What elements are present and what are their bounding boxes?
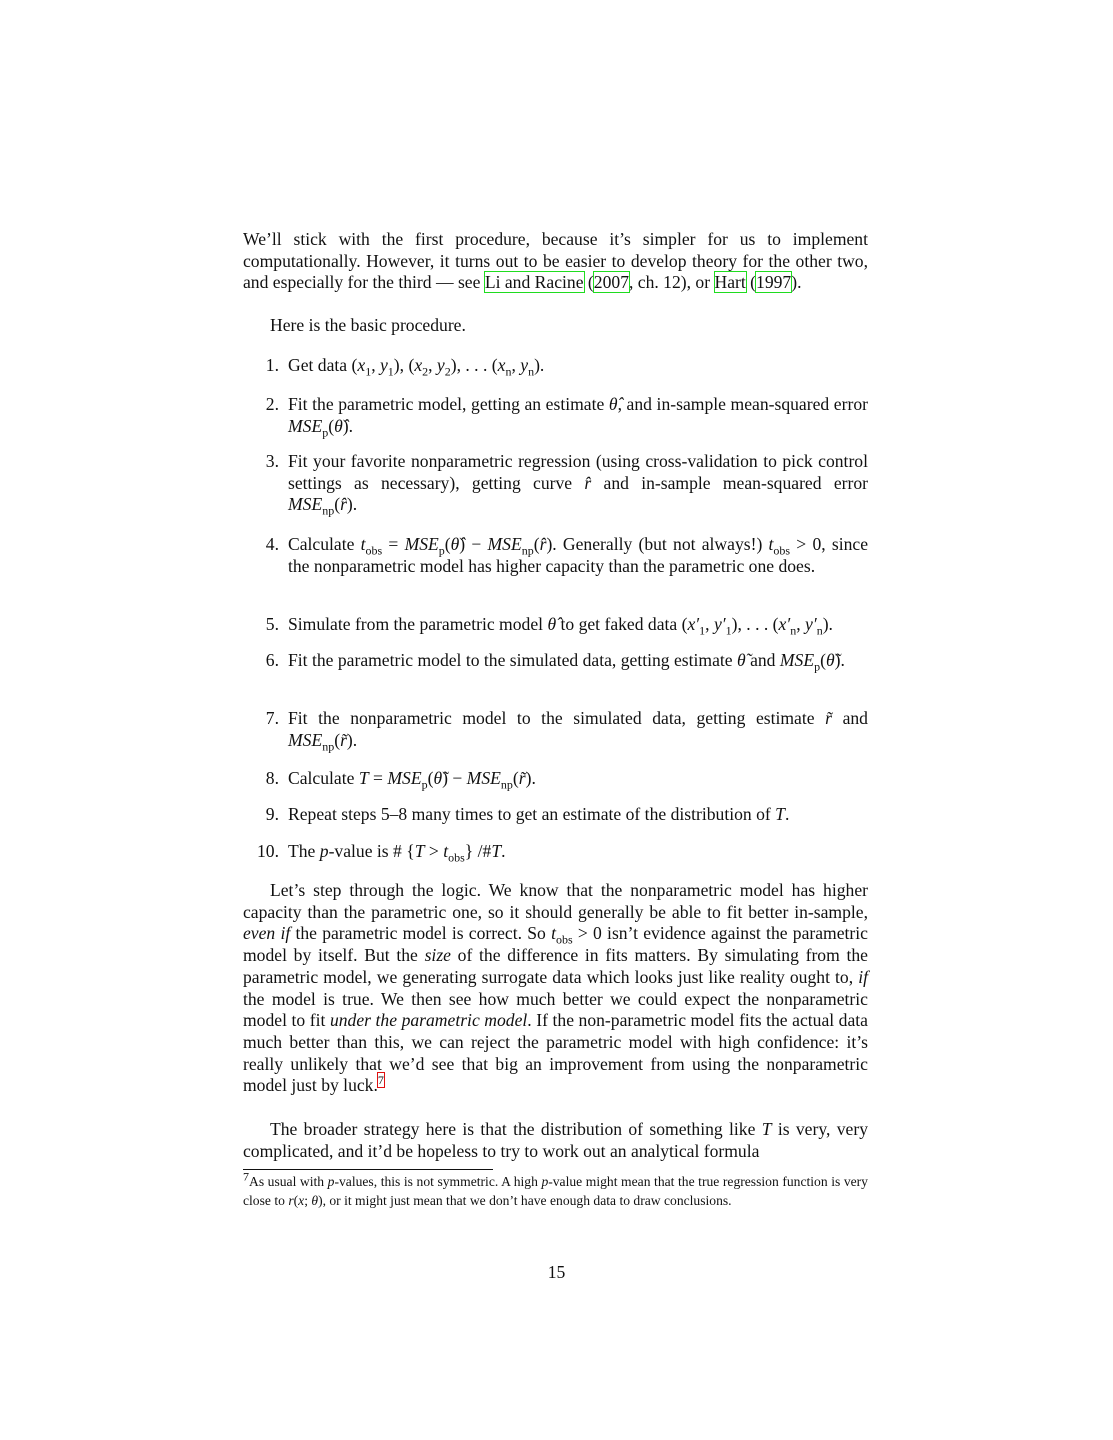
footnote-divider [243,1169,493,1170]
text-run: x [414,355,423,375]
text-run: > 0 isn’t evidence against the parametric model by itself. But the [243,923,868,966]
footnote-ref-link[interactable]: 7 [377,1073,384,1088]
text-run: , and in-sample mean-squared error [617,394,868,414]
text-run: ), ( [393,355,415,375]
text-run: Let’s step through the logic. We know that the nonparametric model has higher capacity than the parametric one, so it should generally be able to fit better in-sample, [243,880,868,922]
text-run: and [745,650,780,670]
text-run: ) − [459,534,488,554]
text-run: MSE [288,415,323,436]
text-run: obs [448,850,465,865]
text-run: θ [311,1192,319,1208]
text-run: ), or it might just mean that we don’t have enough data to draw conclusions. [318,1192,732,1208]
text-run: ( [533,534,540,554]
text-run: θ̂ [450,534,460,554]
text-run: θ̃ [825,650,835,670]
text-run: y [520,355,529,375]
text-run: p [319,841,329,861]
text-run: obs [365,543,383,558]
text-run: 2 [444,364,451,379]
text-run: and [832,708,868,728]
text-run: MSE [288,729,323,750]
text-run: θ̂ [608,394,618,414]
text-run: ( [512,768,519,788]
text-run: ( [328,415,335,436]
text-run: ( [427,768,434,788]
footnote-7 [243,1169,868,1210]
text-run: x′ [778,614,791,634]
text-run: n [816,623,823,638]
text-run: if [858,966,868,987]
text-run: ( [820,650,826,670]
text-run: ). [534,355,545,375]
text-run: r [288,1192,294,1208]
text-run: MSE [288,494,323,515]
text-run: ). [346,729,358,750]
text-run: ). [822,614,833,634]
text-run: p [541,1174,549,1189]
text-run: obs [773,543,791,558]
paragraph-logic [243,880,868,1097]
text-run: r̃ [825,708,832,728]
text-run: , [796,614,806,634]
text-run: , [511,355,521,375]
text-run: ) − [442,768,467,788]
citation-link[interactable]: Li and Racine [484,272,584,293]
text-run: , ch. 12), or [628,272,715,293]
text-run: T [775,804,785,824]
text-run: t [551,923,556,944]
text-run: > 0, since the nonparametric model has higher capacity than the parametric one does. [288,534,869,576]
step-item: 5. Simulate from the parametric model θ̂ to get faked data ($x'_1$, $y'_1$), . . . ($x'_n$, $y'_n$). [265,614,833,638]
text-run: of the difference in fits matters. By simulating from the parametric model, we generating surrogate data which looks just like reality ought to, [243,945,868,987]
text-run: n [505,364,512,379]
text-run: np [322,739,335,754]
text-run: p [421,777,428,792]
text-run: Simulate from the parametric model [288,614,548,634]
page-number: 15 [547,1262,566,1282]
text-run: ( [334,494,341,515]
text-run: Here is the basic procedure. [270,315,466,335]
step-item: 10. The p-value is # $\{T > t_{obs}\}$ /#T. [257,841,506,865]
text-run: As usual with [249,1174,328,1189]
text-run: ), . . . ( [731,614,779,634]
text-run: Calculate [288,534,361,554]
text-run: x [497,355,506,375]
text-run: We’ll stick with the first procedure, because it’s simpler for us to implement computationally. However, it turns out to be easier to develop theory for the other two, and especially for the third — see [243,229,868,293]
paragraph-intro [243,229,868,294]
text-run: ). [791,272,802,293]
text-run: MSE [487,534,522,554]
text-run: -value might mean that the true regression function is very close to [243,1174,868,1208]
text-run: x [357,355,366,375]
citation-link[interactable]: Hart [714,272,746,293]
text-run: ). Generally (but not always!) [546,534,769,554]
text-run: The broader strategy here is that the distribution of something like [270,1119,762,1139]
text-run: , [428,355,437,375]
text-run: the model is true. We then see how much better we could expect the nonparametric model to fit [243,988,868,1031]
text-run: . [501,841,506,861]
text-run: MSE [387,768,422,788]
text-run: Fit the parametric model, getting an estimate [288,394,609,414]
text-run: n [790,623,797,638]
text-run: r̂ [584,472,592,493]
text-run: p [438,543,445,558]
text-run: -value is # { [328,841,415,861]
text-run: ( [334,729,341,750]
text-run: > [424,841,444,861]
text-run: The [288,841,320,861]
step-item: 1. Get data ($x_1$, $y_1$), ($x_2$, $y_2$), . . . ($x_n$, $y_n$). [265,355,545,379]
text-run: n [528,364,535,379]
text-run: ). [342,415,353,436]
text-run: r̃ [340,729,347,750]
step-item: 2. Fit the parametric model, getting an estimate θ̂, and in-sample mean-squared error $MSE_p(\thetâ)$. [265,394,868,440]
text-run: 2 [422,364,429,379]
step-item: 7. Fit the nonparametric model to the simulated data, getting estimate r̃ and $MSE_{np}(r̃)$. [265,708,868,754]
text-run: T [491,841,502,861]
text-run: is very, very complicated, and it’d be hopeless to try to work out an analytical formula [243,1119,868,1161]
text-run: , [705,614,714,634]
text-run: ). [834,650,845,670]
text-run: y′ [805,614,817,634]
text-run: -values, this is not symmetric. A high [334,1174,542,1189]
text-run: θ̂ [334,415,343,436]
text-run: ( [444,534,451,554]
step-item: 4. Calculate $t_{obs}$ = $MSE_p(\thetâ)$ − $MSE_{np}(r̂)$. Generally (but not always!) $t_{obs} > 0$, since the nonparametric model has higher capacity than the parametric one does. [265,534,869,576]
text-run: Repeat steps 5–8 many times to get an estimate of the distribution of [288,804,776,824]
text-run: ). [525,768,536,788]
text-run: np [322,503,335,518]
text-run: ( [745,272,757,293]
step-item: 6. Fit the parametric model to the simulated data, getting estimate θ̃ and $MSE_p(\thetã)$. [265,650,845,674]
paragraph-strategy [243,1119,868,1162]
text-run: , [371,355,380,375]
text-run: t [443,841,449,861]
text-run: 1 [725,623,732,638]
text-run: p [814,659,821,674]
text-run: MSE [466,768,501,788]
text-run: } /# [464,841,492,861]
text-run: Fit your favorite nonparametric regression (using cross-validation to pick control settings as necessary), getting curve [288,451,868,493]
text-run: ), . . . ( [450,355,498,375]
text-run: T [414,841,425,861]
text-run: p [322,425,329,440]
text-run: . [784,804,790,824]
text-run: θ̂ [547,614,557,634]
text-run: T [761,1119,772,1139]
paragraph-procedure-lead [243,315,868,337]
text-run: size [424,945,451,966]
text-run: 7 [243,1169,249,1184]
citation-link[interactable]: 1997 [756,272,792,293]
text-run: np [521,543,534,558]
text-run: ). [346,494,358,515]
text-run: = [368,768,388,788]
text-run: 1 [699,623,706,638]
text-run: y [436,355,445,375]
text-run: MSE [404,534,439,554]
text-run: p [327,1174,335,1189]
text-run: = [382,534,405,554]
text-run: T [358,768,369,788]
text-run: θ̃ [737,650,746,670]
text-run: even if [243,923,291,944]
text-run: Fit the parametric model to the simulated data, getting estimate [288,650,738,670]
text-run: ; [304,1192,312,1208]
text-run: r̃ [518,768,526,788]
text-run: 1 [365,364,372,379]
text-run: and in-sample mean-squared error [591,472,869,493]
citation-link[interactable]: 2007 [593,272,629,293]
text-run: r̂ [340,494,347,515]
text-run: Calculate [288,768,359,788]
text-run: ( [583,272,594,293]
text-run: . If the non-parametric model fits the actual data much better than this, we can reject the parametric model with high confidence: it’s really unlikely that we’d see that big an improvement from using the nonparametric model just by luck. [243,1010,868,1096]
text-run: r̂ [539,534,547,554]
text-run: x [298,1192,305,1208]
text-run: t [360,534,366,554]
text-run: np [500,777,513,792]
text-run: obs [555,932,573,947]
text-run: the parametric model is correct. So [290,923,552,944]
text-run: y′ [713,614,726,634]
step-item: 9. Repeat steps 5–8 many times to get an estimate of the distribution of T. [265,804,790,824]
text-run: 1 [387,364,394,379]
text-run: Get data ( [288,355,358,375]
step-item: 8. Calculate $T = MSE_p(\thetã)$ − $MSE_{np}(r̃)$. [265,768,536,792]
text-run: t [768,534,774,554]
text-run: to get faked data ( [556,614,688,634]
text-run: ( [293,1192,299,1208]
text-run: y [379,355,388,375]
text-run: MSE [779,650,815,670]
text-run: under the parametric model [329,1010,528,1031]
text-run: Fit the nonparametric model to the simulated data, getting estimate [288,708,826,728]
text-run: θ̃ [433,768,443,788]
step-item: 3. Fit your favorite nonparametric regression (using cross-validation to pick control settings as necessary), getting curve r̂ and in-sample mean-squared error $MSE_{np}(r̂)$. [265,451,869,518]
text-run: x′ [687,614,700,634]
